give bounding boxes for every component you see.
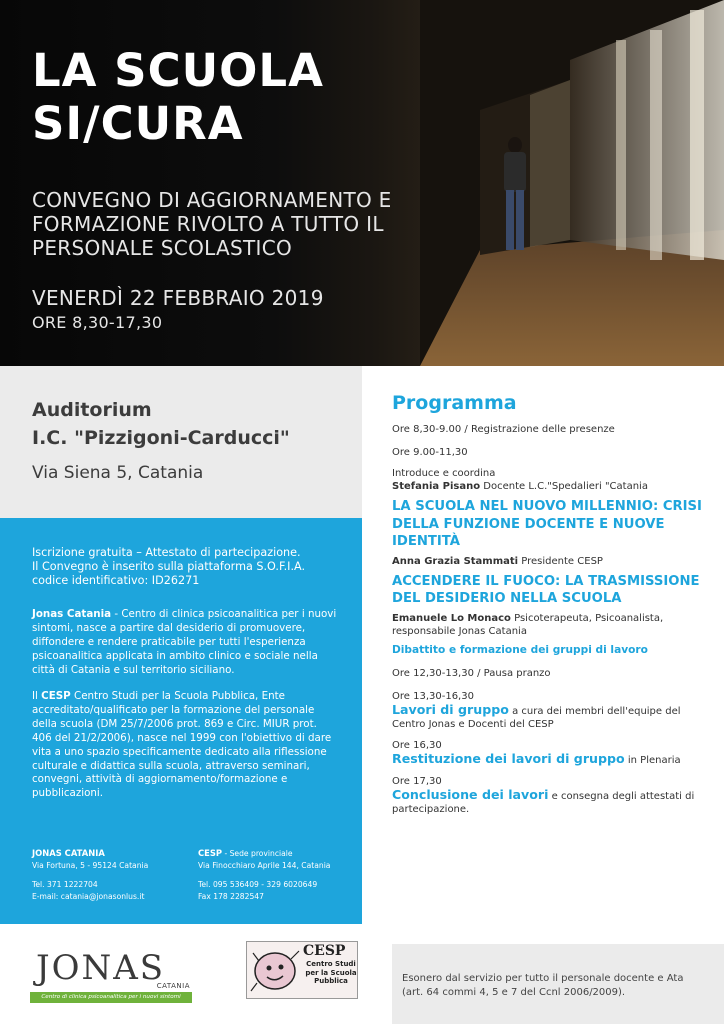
talk2-title: ACCENDERE IL FUOCO: LA TRASMISSIONE DEL DESIDERIO NELLA SCUOLA: [392, 573, 700, 606]
hero-banner: [0, 0, 724, 366]
jonas-logo-tagline: Centro di clinica psicoanalitica per i nuovi sintomi: [30, 992, 192, 1003]
talk2-speaker: Emanuele Lo Monaco: [392, 612, 511, 624]
jonas-logo-city: CATANIA: [156, 982, 190, 990]
cesp-contact-address: Via Finocchiaro Aprile 144, Catania: [198, 860, 331, 870]
restitution-text: in Plenaria: [624, 754, 681, 766]
venue-panel: [0, 366, 362, 518]
cesp-contact-tel: Tel. 095 536409 - 329 6020649: [198, 880, 318, 890]
jonas-contact-address: Via Fortuna, 5 - 95124 Catania: [32, 860, 149, 870]
cesp-contact-suffix: - Sede provinciale: [222, 849, 293, 858]
talk2-role: Psicoterapeuta, Psicoanalista, responsabile Jonas Catania: [392, 612, 664, 637]
talk1-title: LA SCUOLA NEL NUOVO MILLENNIO: CRISI DELLA FUNZIONE DOCENTE E NUOVE IDENTITÀ: [392, 499, 702, 549]
registration-line2: Il Convegno è inserito sulla piattaforma S.O.F.I.A.: [32, 560, 306, 573]
jonas-contact-title: JONAS CATANIA: [32, 848, 105, 858]
jonas-name: Jonas Catania: [32, 608, 112, 620]
talk1-speaker-line: [392, 555, 706, 568]
program-morning-time: Ore 9.00-11,30: [392, 447, 468, 458]
program-debate: Dibattito e formazione dei gruppi di lavoro: [392, 643, 648, 656]
groups-text: a cura dei membri dell'equipe del Centro Jonas e Docenti del CESP: [392, 705, 681, 730]
jonas-contact: [32, 848, 148, 902]
cesp-logo: [246, 941, 358, 999]
cesp-prefix: Il: [32, 690, 42, 702]
program-coordinator: [392, 480, 706, 493]
registration-info: [32, 546, 338, 588]
venue-name-line1: Auditorium: [32, 399, 152, 421]
venue-name: [32, 396, 290, 452]
program-registration: Ore 8,30-9.00 / Registrazione delle presenze: [392, 424, 615, 435]
program-conclusion: [392, 788, 706, 816]
jonas-description: [32, 608, 338, 678]
cesp-name: CESP: [41, 690, 71, 702]
jonas-logo: [30, 948, 192, 1004]
program-restitution: [392, 752, 706, 767]
coordinator-role: Docente L.C."Spedalieri "Catania: [480, 481, 648, 492]
cesp-contact: [198, 848, 330, 902]
cesp-text: Centro Studi per la Scuola Pubblica, Ente accreditato/qualificato per la formazione del personale della scuola (DM 25/7/2006 prot. 869 e Circ. MIUR prot. 406 del 21/2/2006), nasce nel 1999 con l'obiettivo di dare vita a uno spazio specificamente dedicato alla riflessione culturale e didattica sulla scuola, attraverso seminari, convegni, attività di aggiornamento/formazione e pubblicazioni.: [32, 690, 332, 800]
program-groups: [392, 703, 706, 731]
cesp-contact-title: CESP: [198, 848, 223, 858]
program-afternoon-time: Ore 13,30-16,30: [392, 690, 474, 702]
talk1-role: Presidente CESP: [518, 555, 603, 567]
jonas-logo-word: JONAS: [36, 948, 166, 988]
program-intro: Introduce e coordina: [392, 468, 496, 479]
program-section: [392, 392, 706, 816]
exemption-text: Esonero dal servizio per tutto il personale docente e Ata (art. 64 commi 4, 5 e 7 del Ccnl 2006/2009).: [402, 973, 684, 998]
coordinator-name: Stefania Pisano: [392, 481, 481, 492]
venue-address: Via Siena 5, Catania: [32, 463, 204, 483]
event-title-line2: SI/CURA: [32, 97, 244, 150]
jonas-contact-tel: Tel. 371 1222704: [32, 880, 98, 890]
event-time: ORE 8,30-17,30: [32, 313, 163, 332]
talk2-speaker-line: [392, 612, 706, 638]
registration-line1: Iscrizione gratuita – Attestato di partecipazione.: [32, 546, 301, 559]
event-subtitle: CONVEGNO DI AGGIORNAMENTO E FORMAZIONE RIVOLTO A TUTTO IL PERSONALE SCOLASTICO: [32, 188, 392, 260]
event-date: VENERDÌ 22 FEBBRAIO 2019: [32, 286, 324, 310]
conclusion-text: e consegna degli attestati di partecipazione.: [392, 790, 695, 815]
venue-name-line2: I.C. "Pizzigoni-Carducci": [32, 427, 290, 449]
event-title: [32, 44, 324, 150]
info-panel: [0, 518, 362, 924]
event-title-line1: LA SCUOLA: [32, 44, 324, 97]
cesp-contact-fax: Fax 178 2282547: [198, 891, 264, 901]
talk1-speaker: Anna Grazia Stammati: [392, 555, 519, 567]
exemption-panel: [392, 944, 724, 1024]
cesp-description: [32, 690, 338, 801]
program-lunch: Ore 12,30-13,30 / Pausa pranzo: [392, 667, 551, 679]
cesp-logo-drawing-icon: [249, 943, 305, 999]
cesp-logo-fullname: Centro Studi per la Scuola Pubblica: [305, 960, 357, 985]
jonas-contact-email[interactable]: E-mail: catania@jonasonlus.it: [32, 891, 145, 901]
program-title: Programma: [392, 392, 517, 414]
registration-line3: codice identificativo: ID26271: [32, 574, 200, 587]
restitution-title: Restituzione dei lavori di gruppo: [392, 750, 625, 766]
cesp-logo-word: CESP: [303, 943, 346, 959]
jonas-text: - Centro di clinica psicoanalitica per i nuovi sintomi, nasce a partire dal desiderio di promuovere, diffondere e rendere praticabile per tutti l'esperienza psicoanalitica applicata in ambito clinico e sociale nella città di Catania e sul territorio siciliano.: [32, 608, 337, 676]
groups-title: Lavori di gruppo: [392, 701, 509, 717]
conclusion-title: Conclusione dei lavori: [392, 786, 549, 802]
program-restitution-time: Ore 16,30: [392, 739, 442, 751]
program-conclusion-time: Ore 17,30: [392, 775, 442, 787]
hallway-photo: [420, 0, 724, 366]
